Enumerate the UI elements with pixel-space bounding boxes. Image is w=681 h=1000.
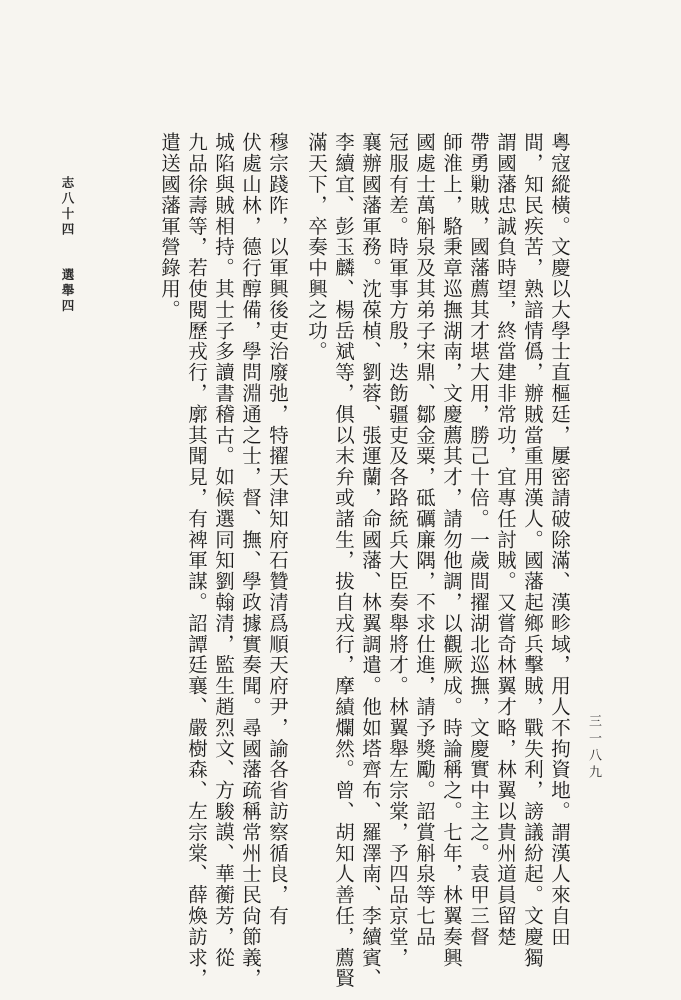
text-column: 師淮上，駱秉章巡撫湖南，文慶薦其才，請勿他調，以觀厥成。時論稱之。七年，林翼奏興: [440, 132, 463, 968]
text-column: 謂國藩忠誠負時望，終當建非常功，宜專任討賊。又嘗奇林翼才略，林翼以貴州道員留楚: [494, 132, 517, 948]
main-text-block: [156, 132, 573, 989]
text-column: 冠服有差。時軍事方殷，迭飭疆吏及各路統兵大臣奏舉將才。林翼舉左宗棠，予四品京堂，: [386, 132, 409, 968]
text-column: 伏處山林，德行醇備，學問淵通之士，督、撫、學政據實奏聞。尋國藩疏稱常州士民尙節義，: [239, 132, 262, 989]
text-column: 滿天下，卒奏中興之功。: [305, 132, 328, 362]
text-column: 襄辦國藩軍務。沈葆楨、劉蓉、張運蘭，命國藩、林翼調遣。他如塔齊布、羅澤南、李續賓、: [359, 132, 382, 989]
paragraph-gap: [291, 132, 303, 952]
text-column: 穆宗踐阼，以軍興後吏治廢弛，特擢天津知府石贊清爲順天府尹，諭各省訪察循良，有: [266, 132, 289, 927]
page-number: 三一八九: [586, 714, 601, 782]
text-column: 九品徐壽等，若使閱歷戎行，廓其聞見，有裨軍謀。詔譚廷襄、嚴樹森、左宗棠、薛煥訪求，: [185, 132, 208, 989]
text-column: 遣送國藩軍營錄用。: [158, 132, 181, 321]
text-column: 城陷與賊相持。其士子多讀書稽古。如候選同知劉翰清，監生趙烈文、方駿謨、華蘅芳，從: [212, 132, 235, 968]
text-column: 帶勇勦賊，國藩薦其才堪大用，勝己十倍。一歲間擢湖北巡撫，文慶實中主之。袁甲三督: [467, 132, 490, 948]
section-label: 選舉四: [60, 268, 75, 315]
volume-label: 志八十四: [60, 176, 75, 238]
running-header: [58, 176, 76, 315]
text-column: 國處士萬斛泉及其弟子宋鼎、鄒金粟，砥礪廉隅，不求仕進，請予獎勵。詔賞斛泉等七品: [413, 132, 436, 948]
text-column: 粵寇縱橫。文慶以大學士直樞廷，屢密請破除滿、漢畛域，用人不拘資地。謂漢人來自田: [548, 132, 571, 948]
text-column: 李續宜、彭玉麟、楊岳斌等，俱以末弁或諸生，拔自戎行，摩績爛然。曾、胡知人善任，薦賢: [332, 132, 355, 989]
text-column: 間，知民疾苦，熟諳情僞，辦賊當重用漢人。國藩起鄉兵擊賊，戰失利，謗議紛起。文慶獨: [521, 132, 544, 968]
